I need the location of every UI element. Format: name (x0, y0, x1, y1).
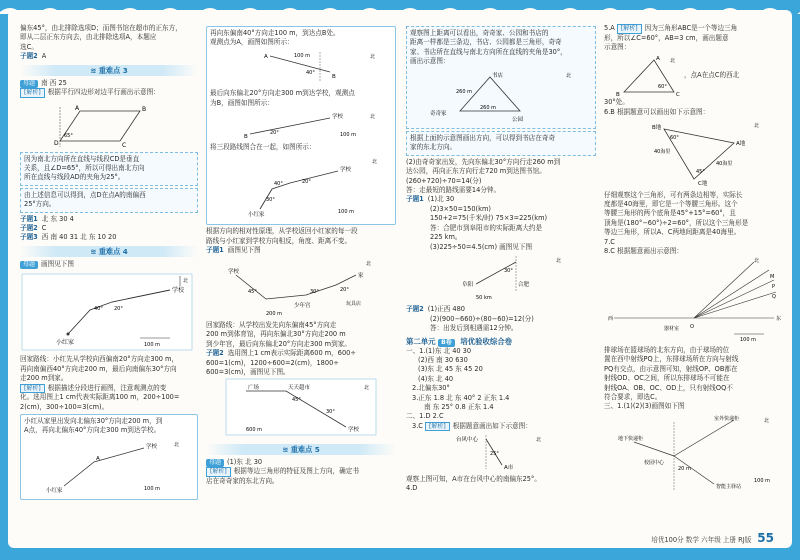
explanation-box (20, 152, 198, 186)
text-line: 因为三角形ABC是一个等边三角 (644, 24, 738, 32)
figure-label: B (244, 134, 248, 141)
text-line: 3.正东 1.8 北 东 40° 2 正东 1.4 (412, 393, 510, 402)
text-line: 等腰三角形的两个底角是45°+15°=60°，且 (604, 209, 736, 218)
text-line: 2.北偏东30° (412, 384, 450, 393)
answer: 7.C (604, 237, 615, 246)
figure-label: 地下快递柜 (618, 435, 644, 442)
route-figure (206, 255, 391, 317)
section-banner: ≋ 重难点 4 (20, 246, 198, 257)
figure-label: 30° (266, 196, 275, 203)
subquestion-label: 子题1 (406, 195, 424, 204)
merged-route-figure (210, 153, 390, 219)
figure-label: 学校 (228, 269, 240, 276)
text-line: 化。选用图上1 cm代表实际距离100 m，200÷100= (20, 393, 180, 402)
figure-label: 少年宫 (294, 303, 311, 310)
text-line: 根据上面的示意图画出方向，可以得到书店在奇奇 (410, 134, 556, 143)
mother-tag: 母题 (20, 261, 38, 269)
figure-label: 200 m (266, 311, 283, 318)
figure-label: 学校 (146, 443, 158, 450)
text-line: 仔细观察这个三角形，可有两条边相等，实际长 (604, 190, 743, 199)
text-line: 二、1.D 2.C (406, 412, 444, 421)
answer: 南 西 25 (41, 78, 67, 87)
figure-label: P (772, 284, 776, 291)
triangle-figure (410, 67, 590, 123)
column-4 (604, 24, 786, 495)
paper-tag: B卷 (438, 339, 455, 347)
analysis-tag: [解析] (617, 24, 642, 34)
figure-label: 260 m (480, 104, 497, 111)
text-line: 根据题意画出如下示意图： (452, 421, 532, 430)
text-line: 所在直线与线段AD的夹角为25°。 (24, 173, 125, 182)
text-line: 关系，且∠D=65°，所以可得出南北方向 (24, 164, 145, 173)
text-line: (3)225÷50=4.5(cm) 画图见下图 (430, 242, 533, 251)
figure-label: 40海里 (716, 161, 733, 168)
text-line: 为B，画图如图所示： (210, 98, 274, 107)
subquestion-label: 子题2 (406, 305, 424, 314)
figure-label: 学校 (340, 166, 352, 173)
text-line: (2)(900−660)÷(80−60)=12(分) (430, 314, 534, 323)
text-line: 根据方向的相对性原理，从学校返回小红家的每一段 (206, 227, 358, 236)
text-line: 回家路线：从学校出发先向东偏南45°方向走 (206, 320, 337, 329)
step-box (20, 414, 198, 500)
text-line: 家、书店所在直线与南北方向所在直线的夹角是30°， (410, 47, 567, 56)
figure-label: 45° (248, 289, 257, 296)
figure-label: 北 (764, 417, 770, 424)
footer-text: 培优100分 数学 六年级 上册 RJ版 (651, 536, 752, 544)
text-line: 因为南北方向所在直线与线段CD是垂直 (24, 154, 140, 163)
figure-label: 40海里 (654, 149, 671, 156)
answer: C (41, 224, 47, 233)
figure-label: A (96, 455, 100, 462)
figure-label: 20° (340, 287, 349, 294)
figure-label: 北 (754, 123, 760, 130)
figure-label: 北 (670, 58, 676, 65)
text-line: 选C。 (20, 42, 38, 51)
text-line: (260+720)÷70=14(分) (406, 176, 482, 185)
text-line: (3)东 北 45 东 45 20 (418, 365, 483, 374)
text-line: (1)北 30 (427, 195, 455, 204)
figure-label: 45° (696, 169, 705, 176)
step-figure (210, 48, 390, 86)
figure-label: 100 m (144, 342, 161, 349)
figure-label: B地 (652, 125, 662, 132)
svg-text:B: B (142, 105, 147, 113)
text-line: 符合要求，即选C。 (604, 392, 662, 401)
figure-label: 智能主驿站 (716, 483, 742, 490)
explanation-box (406, 26, 596, 129)
unit-title: 第二单元 (406, 336, 436, 346)
text-line: 150+2=75(千米/时) 75×3=225(km) (430, 214, 548, 223)
figure-label: 阜阳 (462, 281, 474, 288)
text-line: 达公园，再向正东方向行走720 m到达图书馆。 (406, 167, 546, 176)
figure-label: 北 (364, 385, 370, 392)
text-line: 偏东45°，由北排除选项D；而图书馆在超市的正东方， (20, 24, 182, 32)
text-line: 路线与小红家到学校方向相反，角度、距离不变。 (206, 236, 352, 245)
text-line: 600=1(cm)，1200÷600=2(cm)，1800÷ (206, 358, 339, 367)
answer: 北 东 30 4 (41, 214, 74, 223)
text-line: 射线OA、OB、OC、OD上，只有射线OQ不 (604, 383, 733, 392)
explanation-box (406, 131, 596, 156)
figure-label: 北 (366, 261, 372, 268)
page-frame (8, 10, 792, 548)
text-line: 再向东偏南40°方向走100 m，到达点B处。 (210, 29, 340, 37)
subquestion-label: 子题1 (20, 214, 38, 223)
text-line: ，点A在点C的西北 (684, 70, 740, 79)
figure-label: 书店 (492, 72, 504, 79)
figure-label: A地 (736, 141, 746, 148)
figure-label: 北 (536, 437, 542, 444)
text-line: 答：走最短的路线需要14分钟。 (406, 186, 501, 195)
figure-label: 北 (183, 278, 189, 285)
figure-label: 学校 (332, 114, 344, 121)
section-banner: ≋ 重难点 3 (20, 65, 198, 76)
figure-label: 广场 (248, 385, 260, 392)
text-line: 根据题意画出示意图： (617, 247, 683, 256)
figure-label: 北 (372, 158, 378, 165)
text-line: 顶角是(180°−60°)÷2=60°，所以这个三角形是 (604, 218, 749, 227)
text-line: 根据等边三角形的特征及图上方向，确定书 (233, 467, 359, 476)
map-figure (206, 377, 391, 437)
text-line: 距离一样都是三条边，书店、公园都是三角形，奇奇 (410, 38, 562, 47)
text-line: 最后向东偏北20°方向走300 m到达学校，观测点 (210, 89, 355, 98)
parallelogram-figure (20, 101, 198, 149)
analysis-tag: [解析] (206, 467, 231, 477)
subquestion-label: 子题2 (20, 52, 38, 61)
answer: A (41, 52, 47, 61)
text-line: 根据题意可以画出如下示意图： (616, 107, 710, 116)
answer: 8.C (604, 247, 615, 256)
figure-label: 30° (326, 409, 335, 416)
figure-label: C (676, 92, 680, 99)
step-box (206, 26, 396, 225)
figure-label: O (690, 324, 694, 331)
text-line: 画出示意图： (410, 57, 450, 66)
figure-label: A市 (504, 465, 514, 472)
text-line: 再向南偏西40°方向走200 m，最后向南偏东30°方向 (20, 364, 177, 373)
figure-label: 合肥 (518, 281, 530, 288)
text-line: 2(cm)，300÷100=3(cm)。 (20, 402, 109, 411)
column-1 (20, 24, 198, 502)
page-number: 55 (757, 531, 774, 545)
figure-label: C地 (698, 181, 708, 188)
figure-label: 天天超市 (288, 385, 311, 392)
figure-label: 20° (270, 130, 279, 137)
subquestion-label: 子题1 (206, 246, 224, 255)
step-figure (210, 108, 390, 140)
figure-label: 小红家 (56, 339, 75, 347)
figure-label: 30° (310, 289, 319, 296)
typhoon-figure (406, 431, 586, 471)
text-line: (4)东 北 40 (418, 374, 454, 383)
text-line: 30°处。 (604, 98, 629, 107)
figure-label: 校园中心 (644, 459, 665, 466)
text-line: 形，所以∠C=60°，AB=3 cm，画出题意 (604, 33, 729, 42)
mother-tag: 母题 (20, 80, 38, 88)
text-line: 度都是40海里，即它是一个等腰三角形。这个 (604, 200, 738, 209)
svg-text:D: D (54, 139, 59, 147)
triangle-figure (604, 52, 684, 98)
ray-figure (604, 256, 784, 342)
figure-label: 器材室 (664, 326, 680, 333)
figure-label: A (264, 53, 268, 60)
analysis-text: 根据平行四边形对边平行画出示意图： (47, 88, 160, 97)
figure-label: 600 m (246, 427, 263, 434)
text-line: 一、1.(1)东 北 40 30 (406, 346, 472, 355)
figure-label: 北 (556, 257, 562, 264)
text-line: 答：合肥市到阜阳市的实际距离大约是 (430, 223, 543, 232)
figure-label: 北 (174, 441, 180, 448)
figure-label: 20° (302, 178, 311, 185)
figure-label: Q (772, 294, 776, 301)
svg-text:65°: 65° (64, 132, 73, 139)
figure-label: 100 m (340, 132, 357, 139)
text-line: 将三段路线图合在一起，如图所示： (210, 143, 316, 152)
analysis-tag: [解析] (425, 422, 450, 432)
text-line: (2)3×50=150(km) (430, 204, 491, 213)
figure-label: 40° (306, 69, 315, 76)
figure-label: 东 (776, 316, 782, 323)
text-line: 等边三角形，所以A、C两地间距离是40海里。 (604, 228, 741, 237)
text-line: 即从二层正东方向去，由北排除选项A，本题应 (20, 33, 157, 42)
svg-text:C: C (122, 141, 127, 149)
answer: 5.A (604, 24, 615, 32)
text-line: 家的东北方向。 (410, 143, 457, 152)
route-figure (20, 272, 198, 352)
text-line: 排球场在篮球场的北东方向，由于球场的位 (604, 345, 730, 354)
text-line: A点，再向北偏东40°方向走300 m到达学校。 (24, 426, 161, 435)
subquestion-label: 子题2 (206, 349, 224, 358)
figure-label: 学校 (348, 427, 360, 434)
figure-label: 40° (94, 306, 103, 313)
column-2 (206, 24, 396, 486)
text-line: 600=3(cm)，画图见下图。 (206, 367, 290, 376)
figure-label: 25° (490, 451, 499, 458)
text-line: 小红从家里出发向北偏东30°方向走200 m，到 (24, 416, 163, 425)
figure-label: 奇奇家 (430, 110, 447, 117)
mother-tag: 母题 (206, 459, 224, 467)
figure-label: 50 km (476, 294, 492, 301)
figure-label: 100 m (144, 485, 161, 492)
svg-text:A: A (75, 104, 80, 112)
figure-label: 北 (370, 53, 376, 60)
analysis-tag: [解析] (20, 384, 45, 394)
text-line: 到少年宫，最后向东偏北20°方向走300 m到家。 (206, 339, 351, 348)
figure-label: 公园 (512, 116, 524, 123)
text-line: 射线OD、OC之间，所以东排球场不可能在 (604, 374, 730, 383)
figure-label: 室外快递柜 (714, 415, 740, 422)
text-line: 观察图上距离可以看出，奇奇家、公园和书店的 (410, 29, 549, 37)
figure-label: 家 (358, 273, 364, 280)
text-line: (1)正西 480 (427, 305, 465, 314)
text-line: PQ有交点，由示意图可知，射线OP、OB都在 (604, 364, 738, 373)
answer: 西 南 40 31 北 东 10 20 (41, 233, 117, 242)
subquestion-label: 子题2 (20, 224, 38, 233)
subquestion-label: 子题3 (20, 233, 38, 242)
text-line: 观测点为A，画图如图所示： (210, 38, 294, 47)
text-line: (2)由奇奇家出发，先向东偏北30°方向行走260 m到 (406, 157, 561, 166)
figure-label: 100 m (740, 337, 757, 343)
page-footer (651, 531, 774, 545)
figure-label: 台风中心 (456, 437, 479, 444)
figure-label: 100 m (338, 208, 355, 215)
text-line: 4.D (406, 484, 418, 493)
figure-label: 100 m (754, 477, 771, 484)
text-line: 回家路线：小红先从学校向西偏南20°方向走300 m， (20, 355, 179, 364)
figure-label: 60° (670, 135, 679, 142)
text-line: 走200 m到家。 (20, 374, 68, 383)
figure-label: 小红家 (46, 487, 63, 494)
text-line: 200 m到体育馆，再向东偏北30°方向走200 m (206, 330, 346, 339)
answer: (1)东 北 30 (227, 457, 263, 466)
figure-label: 30° (504, 267, 513, 274)
answer: 3.C (412, 421, 423, 430)
figure-label: 45° (292, 397, 301, 404)
text-line: 南 东 25° 0.8 正东 1.4 (424, 402, 494, 411)
step-figure (24, 436, 192, 494)
figure-label: 学校 (172, 287, 185, 295)
answer: 画图见下图 (227, 246, 261, 255)
column-3 (406, 24, 596, 494)
figure-label: 西 (608, 316, 614, 323)
text-line: 三、1.(1)(2)(3)画图如下图 (604, 402, 685, 411)
figure-label: 北 (370, 114, 376, 121)
analysis-tag: [解析] (20, 88, 45, 98)
figure-label: 北 (566, 72, 572, 79)
figure-label: 40° (274, 180, 283, 187)
text-line: 示意图： (604, 43, 631, 51)
section-banner: ≋ 重难点 5 (206, 444, 396, 455)
figure-label: 北 (754, 258, 760, 265)
sea-figure (604, 117, 784, 187)
text-line: 置在西中射线PQ上，东排球场所在方向与射线 (604, 355, 739, 364)
text-line: (2)西 南 30 630 (418, 355, 468, 364)
figure-label: 20 m (678, 465, 691, 472)
text-line: 店在奇奇家的东北方向。 (206, 476, 279, 485)
figure-label: 小红家 (248, 211, 265, 218)
figure-label: B (332, 73, 336, 80)
figure-label: 20° (114, 306, 123, 313)
figure-label: A (656, 56, 660, 63)
figure-label: 260 m (456, 88, 473, 95)
explanation-box (20, 188, 198, 213)
map-figure (406, 252, 586, 302)
text-line: 选用图上1 cm表示实际距离600 m，600÷ (227, 349, 356, 358)
figure-label: M (770, 274, 775, 281)
text-line: 答：出发后到相遇需12分钟。 (430, 324, 518, 333)
figure-label: 玩具店 (346, 301, 362, 308)
answer: 6.B (604, 107, 615, 116)
text-line: 观察上图可知，A市在台风中心的南偏东25°。 (406, 474, 541, 483)
figure-label: 60° (658, 84, 667, 91)
answer: 画图见下图 (41, 259, 74, 268)
text-line: 根据描述分段进行画图，注意观测点的变 (47, 383, 167, 392)
figure-label: 100 m (294, 52, 311, 59)
text-line: 25°方向。 (24, 200, 56, 209)
text-line: 由上述信息可以得到，点D在点A的南偏西 (24, 190, 146, 199)
campus-figure (604, 412, 784, 492)
unit-name: 培优验收综合卷 (460, 336, 513, 346)
text-line: 225 km。 (430, 233, 462, 242)
figure-label: B (616, 92, 620, 99)
